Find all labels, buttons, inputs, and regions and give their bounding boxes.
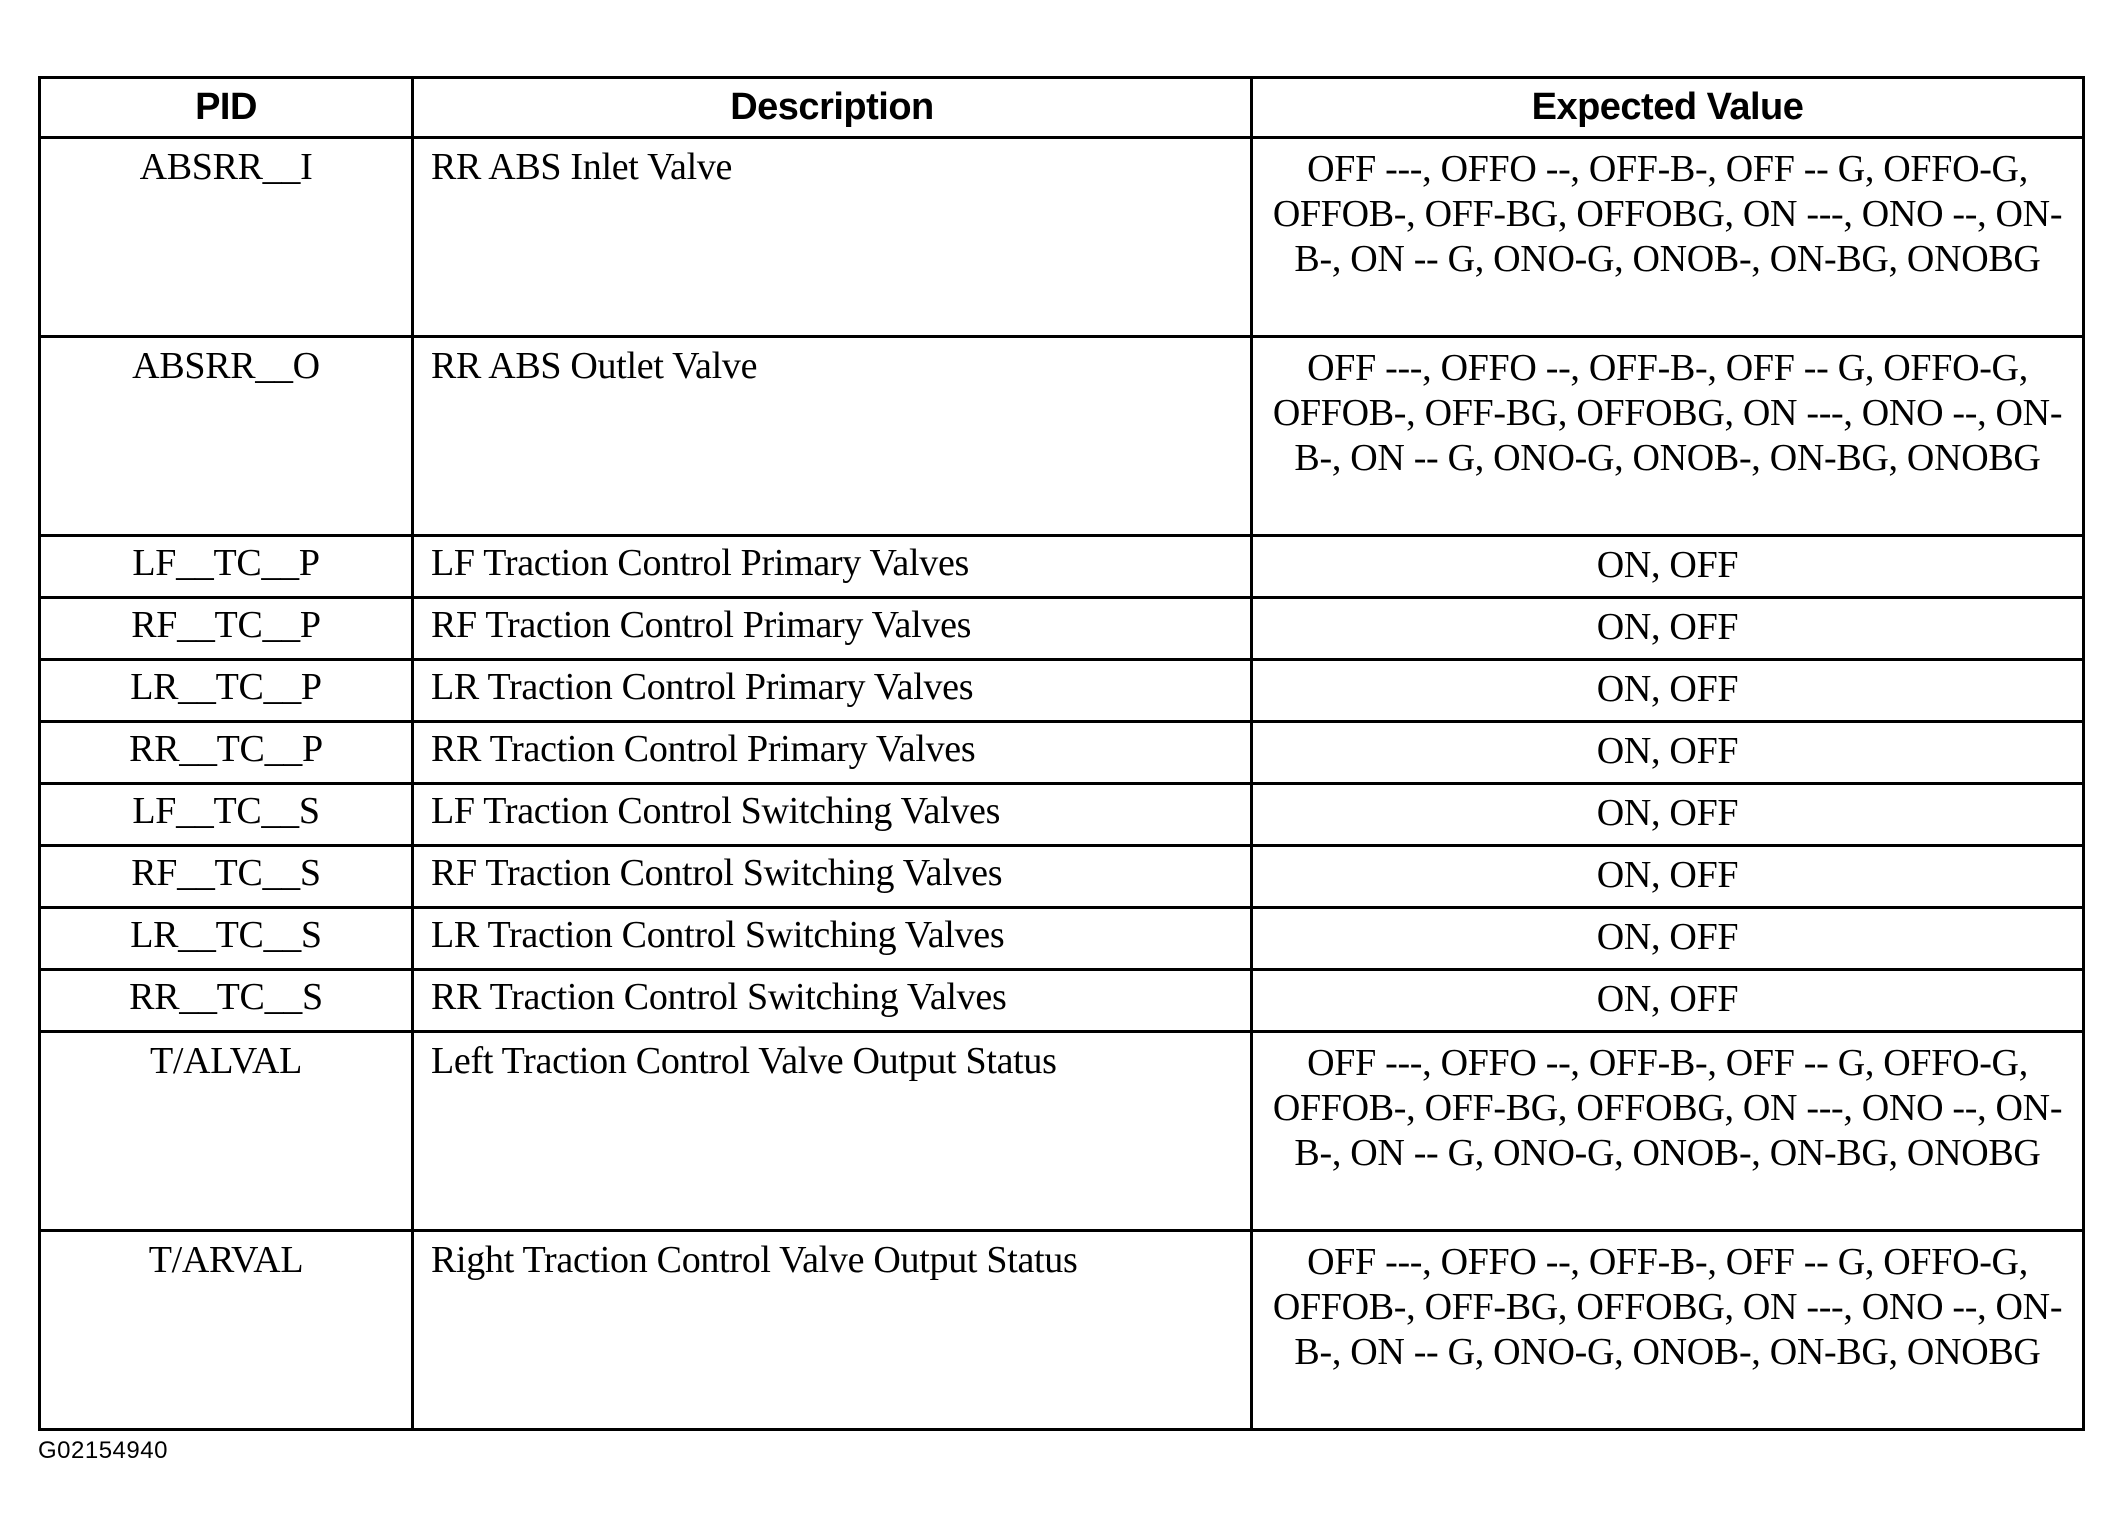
description-cell: RR Traction Control Switching Valves bbox=[413, 970, 1252, 1032]
expected-value-cell: OFF ---, OFFO --, OFF-B-, OFF -- G, OFFO-G, OFFOB-, OFF-BG, OFFOBG, ON ---, ONO --, ON-B-, ON -- G, ONO-G, ONOB-, ON-BG, ONOBG bbox=[1252, 138, 2084, 337]
description-cell: RR ABS Outlet Valve bbox=[413, 337, 1252, 536]
table-row bbox=[40, 722, 2084, 784]
table-row bbox=[40, 1032, 2084, 1231]
description-cell: LR Traction Control Primary Valves bbox=[413, 660, 1252, 722]
table-row bbox=[40, 970, 2084, 1032]
table-row bbox=[40, 846, 2084, 908]
expected-value-cell: OFF ---, OFFO --, OFF-B-, OFF -- G, OFFO-G, OFFOB-, OFF-BG, OFFOBG, ON ---, ONO --, ON-B-, ON -- G, ONO-G, ONOB-, ON-BG, ONOBG bbox=[1252, 1231, 2084, 1430]
description-cell: RF Traction Control Switching Valves bbox=[413, 846, 1252, 908]
expected-value-cell: ON, OFF bbox=[1252, 536, 2084, 598]
pid-cell: T/ALVAL bbox=[40, 1032, 413, 1231]
expected-value-cell: ON, OFF bbox=[1252, 846, 2084, 908]
table-header bbox=[40, 78, 2084, 138]
description-cell: LF Traction Control Switching Valves bbox=[413, 784, 1252, 846]
table-row bbox=[40, 138, 2084, 337]
table-row bbox=[40, 598, 2084, 660]
pid-cell: T/ARVAL bbox=[40, 1231, 413, 1430]
description-cell: LF Traction Control Primary Valves bbox=[413, 536, 1252, 598]
pid-cell: RF__TC__P bbox=[40, 598, 413, 660]
description-cell: LR Traction Control Switching Valves bbox=[413, 908, 1252, 970]
expected-value-cell: ON, OFF bbox=[1252, 970, 2084, 1032]
header-row bbox=[40, 78, 2084, 138]
table-row bbox=[40, 337, 2084, 536]
pid-cell: LF__TC__P bbox=[40, 536, 413, 598]
description-cell: RR ABS Inlet Valve bbox=[413, 138, 1252, 337]
table-body bbox=[40, 138, 2084, 1430]
description-cell: Left Traction Control Valve Output Status bbox=[413, 1032, 1252, 1231]
figure-id: G02154940 bbox=[38, 1437, 168, 1464]
expected-value-cell: ON, OFF bbox=[1252, 598, 2084, 660]
pid-cell: LF__TC__S bbox=[40, 784, 413, 846]
description-cell: RR Traction Control Primary Valves bbox=[413, 722, 1252, 784]
table-row bbox=[40, 784, 2084, 846]
expected-value-cell: ON, OFF bbox=[1252, 722, 2084, 784]
expected-value-cell: ON, OFF bbox=[1252, 660, 2084, 722]
table-row bbox=[40, 536, 2084, 598]
expected-value-cell: OFF ---, OFFO --, OFF-B-, OFF -- G, OFFO-G, OFFOB-, OFF-BG, OFFOBG, ON ---, ONO --, ON-B-, ON -- G, ONO-G, ONOB-, ON-BG, ONOBG bbox=[1252, 1032, 2084, 1231]
expected-value-cell: ON, OFF bbox=[1252, 908, 2084, 970]
header-pid: PID bbox=[40, 78, 413, 138]
table-row bbox=[40, 1231, 2084, 1430]
pid-cell: LR__TC__P bbox=[40, 660, 413, 722]
pid-cell: RF__TC__S bbox=[40, 846, 413, 908]
pid-cell: RR__TC__S bbox=[40, 970, 413, 1032]
table-row bbox=[40, 908, 2084, 970]
pid-cell: ABSRR__O bbox=[40, 337, 413, 536]
expected-value-cell: OFF ---, OFFO --, OFF-B-, OFF -- G, OFFO-G, OFFOB-, OFF-BG, OFFOBG, ON ---, ONO --, ON-B-, ON -- G, ONO-G, ONOB-, ON-BG, ONOBG bbox=[1252, 337, 2084, 536]
expected-value-cell: ON, OFF bbox=[1252, 784, 2084, 846]
description-cell: Right Traction Control Valve Output Status bbox=[413, 1231, 1252, 1430]
pid-cell: LR__TC__S bbox=[40, 908, 413, 970]
table-row bbox=[40, 660, 2084, 722]
header-description: Description bbox=[413, 78, 1252, 138]
pid-cell: ABSRR__I bbox=[40, 138, 413, 337]
description-cell: RF Traction Control Primary Valves bbox=[413, 598, 1252, 660]
header-expected-value: Expected Value bbox=[1252, 78, 2084, 138]
pid-cell: RR__TC__P bbox=[40, 722, 413, 784]
pid-table bbox=[38, 76, 2085, 1431]
